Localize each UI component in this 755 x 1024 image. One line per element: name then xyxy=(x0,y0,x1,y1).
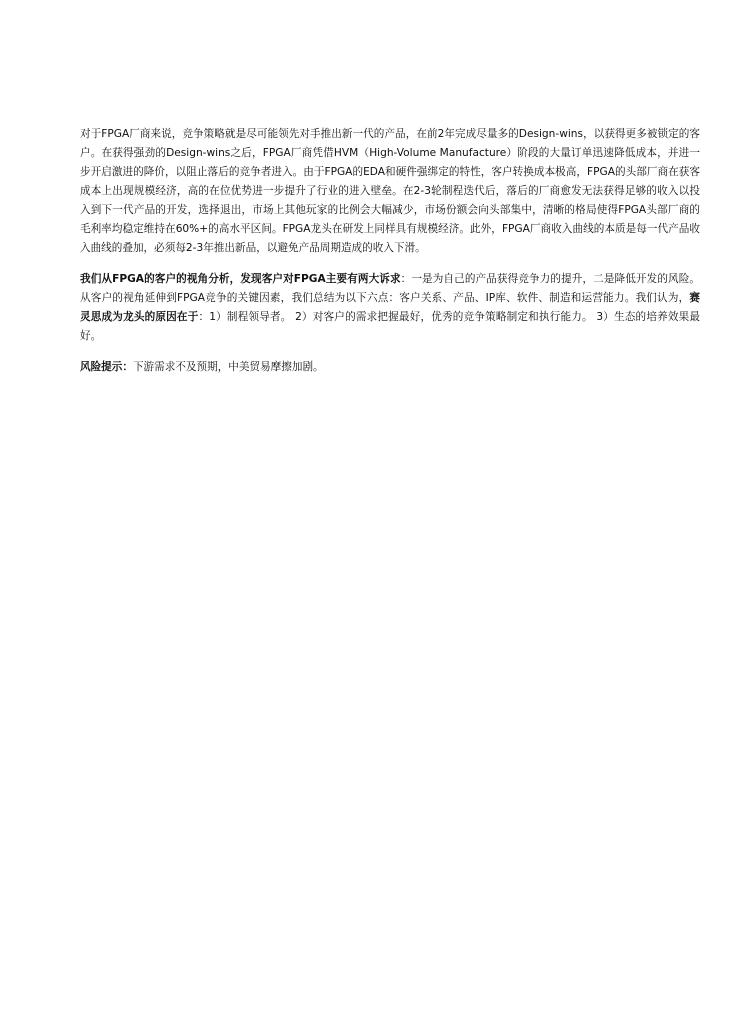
risk-notice-text: 下游需求不及预期，中美贸易摩擦加剧。 xyxy=(132,361,324,373)
paragraph-customer-analysis xyxy=(80,270,700,346)
leader-reason-heading: 赛灵思成为龙头的原因在于 xyxy=(80,292,700,323)
customer-demands-text: ：一是为自己的产品获得竞争力的提升，二是降低开发的风险。从客户的视角延伸到FPGA竞争的关键因素，我们总结为以下六点：客户关系、产品、IP库、软件、制造和运营能力。我们认为， xyxy=(80,273,700,304)
paragraph-competition-strategy: 对于FPGA厂商来说，竞争策略就是尽可能领先对手推出新一代的产品，在前2年完成尽量多的Design-wins，以获得更多被锁定的客户。在获得强劲的Design-wins之后，FPGA厂商凭借HVM（High-Volume Manufacture）阶段的大量订单迅速降低成本，并进一步开启激进的降价，以阻止落后的竞争者进入。由于FPGA的EDA和硬件强绑定的特性，客户转换成本极高，FPGA的头部厂商在获客成本上出现规模经济，高的在位优势进一步提升了行业的进入壁垒。在2-3轮制程迭代后，落后的厂商愈发无法获得足够的收入以投入到下一代产品的开发，选择退出，市场上其他玩家的比例会大幅减少，市场份额会向头部集中，清晰的格局使得FPGA头部厂商的毛利率均稳定维持在60%+的高水平区间。FPGA龙头在研发上同样具有规模经济。此外，FPGA厂商收入曲线的本质是每一代产品收入曲线的叠加，必须每2-3年推出新品，以避免产品周期造成的收入下滑。 xyxy=(80,128,700,254)
document-body xyxy=(80,125,700,377)
paragraph-risk-notice xyxy=(80,358,700,377)
risk-notice-label: 风险提示： xyxy=(80,361,133,373)
leader-reason-text: ：1）制程领导者。 2）对客户的需求把握最好，优秀的竞争策略制定和执行能力。 3）生态的培养效果最好。 xyxy=(80,311,700,342)
customer-demands-heading: 我们从FPGA的客户的视角分析，发现客户对FPGA主要有两大诉求 xyxy=(80,273,401,285)
